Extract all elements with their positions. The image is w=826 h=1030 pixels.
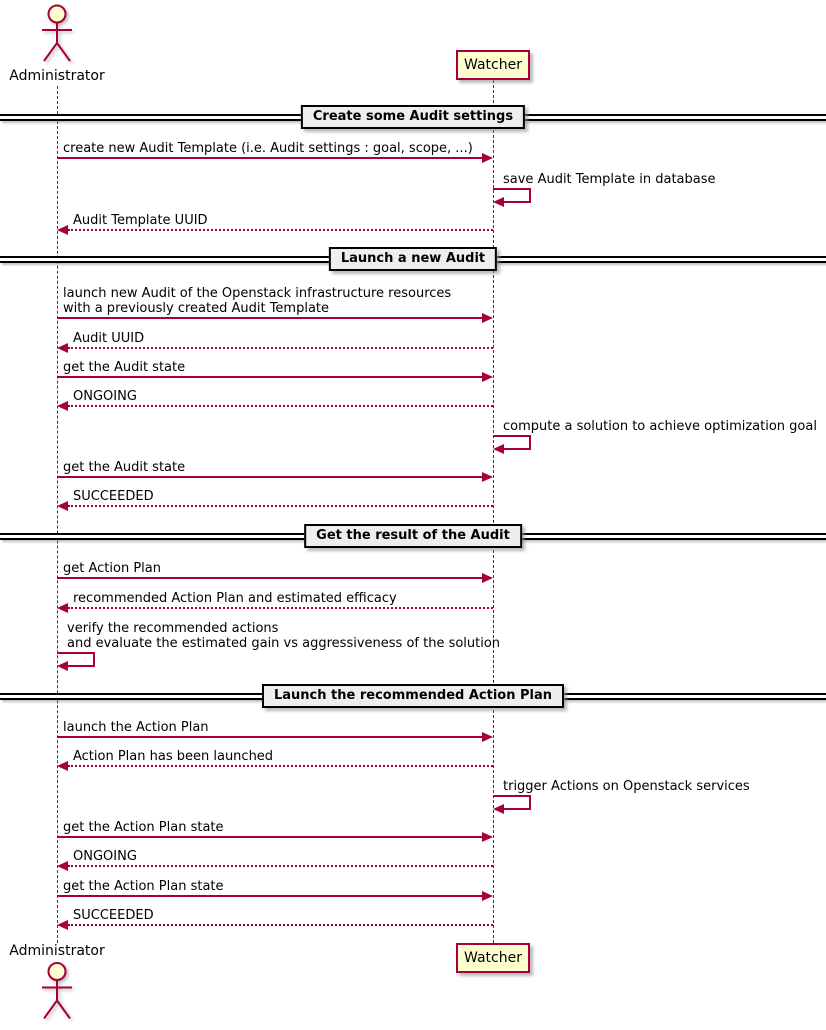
message-line: get the Action Plan state: [63, 820, 224, 835]
lifeline-administrator: [57, 86, 58, 943]
message-label: [63, 720, 209, 735]
message-line: SUCCEEDED: [73, 489, 154, 504]
self-arrow-bottom: [504, 448, 531, 450]
arrowhead-left-icon: [57, 343, 68, 353]
divider-label: Launch the recommended Action Plan: [262, 684, 564, 708]
message-label: [73, 849, 137, 864]
message-label: [73, 213, 208, 228]
message-arrow: [57, 895, 483, 897]
actor-icon: [35, 3, 79, 66]
arrowhead-left-icon: [493, 197, 504, 207]
message-label: [63, 460, 185, 475]
message-label: [63, 141, 473, 156]
arrowhead-right-icon: [482, 891, 493, 901]
message-arrow: [68, 405, 493, 407]
arrowhead-left-icon: [493, 444, 504, 454]
arrowhead-right-icon: [482, 732, 493, 742]
self-arrow-bottom: [504, 201, 531, 203]
arrowhead-left-icon: [57, 603, 68, 613]
self-arrow-top: [493, 435, 531, 437]
message-line: get the Action Plan state: [63, 879, 224, 894]
arrowhead-left-icon: [57, 761, 68, 771]
participant-watcher-top: Watcher: [456, 50, 530, 80]
arrowhead-left-icon: [57, 661, 68, 671]
arrowhead-left-icon: [57, 861, 68, 871]
message-line: compute a solution to achieve optimization goal: [503, 419, 817, 434]
message-label: [63, 879, 224, 894]
arrowhead-right-icon: [482, 153, 493, 163]
arrowhead-right-icon: [482, 313, 493, 323]
message-label: [503, 779, 750, 794]
message-arrow: [68, 607, 493, 609]
message-label: [73, 331, 144, 346]
arrowhead-left-icon: [57, 920, 68, 930]
message-line: verify the recommended actions: [67, 621, 279, 636]
message-line: launch new Audit of the Openstack infrastructure resources: [63, 286, 452, 301]
self-arrow-top: [493, 188, 531, 190]
message-label: [63, 820, 224, 835]
message-label: [73, 389, 137, 404]
message-arrow: [68, 347, 493, 349]
message-arrow: [68, 765, 493, 767]
self-arrow-bottom: [68, 665, 95, 667]
message-line: save Audit Template in database: [503, 172, 716, 187]
message-arrow: [57, 736, 483, 738]
message-line: create new Audit Template (i.e. Audit settings : goal, scope, ...): [63, 141, 473, 156]
message-line: launch the Action Plan: [63, 720, 209, 735]
message-line: Audit UUID: [73, 331, 145, 346]
message-label: [73, 591, 397, 606]
actor-label-administrator-bottom: Administrator: [9, 943, 105, 959]
message-label: [63, 360, 185, 375]
message-arrow: [57, 577, 483, 579]
actor-icon: [35, 959, 79, 1025]
message-line: SUCCEEDED: [73, 908, 154, 923]
message-arrow: [68, 229, 493, 231]
message-line: Audit Template UUID: [73, 213, 208, 228]
participant-watcher-bottom: Watcher: [456, 943, 530, 973]
message-label: [73, 908, 154, 923]
message-line: recommended Action Plan and estimated efficacy: [73, 591, 397, 606]
message-line: with a previously created Audit Template: [63, 301, 330, 316]
message-arrow: [68, 505, 493, 507]
message-line: ONGOING: [73, 849, 137, 864]
message-line: get Action Plan: [63, 561, 161, 576]
arrowhead-right-icon: [482, 573, 493, 583]
message-line: ONGOING: [73, 389, 137, 404]
message-label: [67, 621, 500, 651]
self-arrow-bottom: [504, 808, 531, 810]
arrowhead-left-icon: [57, 225, 68, 235]
arrowhead-right-icon: [482, 472, 493, 482]
message-label: [73, 749, 273, 764]
divider-label: Create some Audit settings: [301, 105, 525, 129]
message-line: get the Audit state: [63, 460, 186, 475]
arrowhead-right-icon: [482, 832, 493, 842]
divider-label: Get the result of the Audit: [304, 524, 522, 548]
message-line: and evaluate the estimated gain vs aggressiveness of the solution: [67, 636, 501, 651]
arrowhead-left-icon: [57, 401, 68, 411]
arrowhead-right-icon: [482, 372, 493, 382]
self-arrow-top: [493, 795, 531, 797]
message-arrow: [57, 376, 483, 378]
message-arrow: [68, 924, 493, 926]
divider-label: Launch a new Audit: [329, 247, 497, 271]
message-label: [63, 561, 161, 576]
message-label: [503, 419, 817, 434]
message-label: [503, 172, 716, 187]
message-line: trigger Actions on Openstack services: [503, 779, 750, 794]
message-line: Action Plan has been launched: [73, 749, 274, 764]
arrowhead-left-icon: [493, 804, 504, 814]
message-label: [63, 286, 451, 316]
arrowhead-left-icon: [57, 501, 68, 511]
message-label: [73, 489, 154, 504]
self-arrow-top: [57, 652, 95, 654]
actor-label-administrator-top: Administrator: [9, 68, 105, 84]
message-arrow: [68, 865, 493, 867]
message-line: get the Audit state: [63, 360, 186, 375]
message-arrow: [57, 157, 483, 159]
message-arrow: [57, 317, 483, 319]
message-arrow: [57, 836, 483, 838]
message-arrow: [57, 476, 483, 478]
